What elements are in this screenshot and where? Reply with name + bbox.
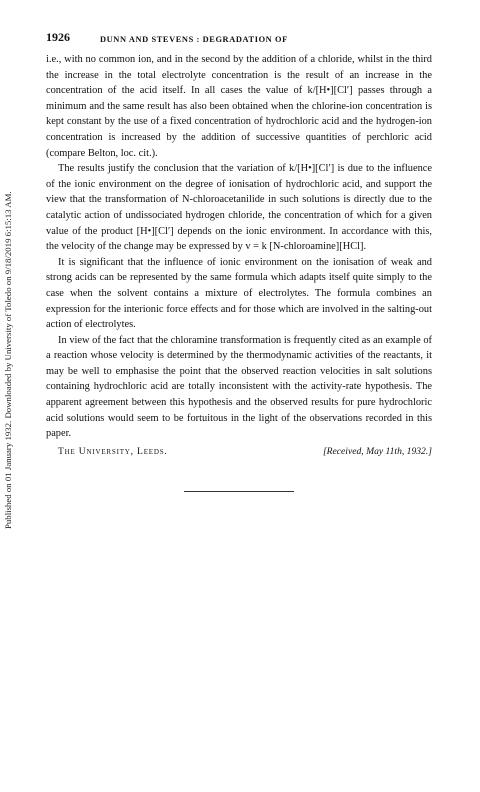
page-number: 1926	[46, 30, 70, 44]
paragraph-3: It is significant that the influence of ionic environment on the ionisation of weak and strong acids can be represented by the same formula which adapts itself quite simply to the case when the solvent contains a mixture of electrolytes. The formula combines an expression for the interionic force effects and for those which are involved in the salting-out action of electrolytes.	[46, 256, 432, 331]
affiliation: The University, Leeds.	[58, 445, 168, 457]
received-date: [Received, May 11th, 1932.]	[322, 445, 432, 457]
signature-line	[46, 444, 432, 460]
page-header	[46, 30, 432, 52]
paragraph-4: In view of the fact that the chloramine transformation is frequently cited as an example of a reaction whose velocity is determined by the thermodynamic activities of the reactants, it may be well to emphasise the point that the observed reaction velocities in salt solutions containing hydrochloric acid are totally inconsistent with the activity-rate hypothesis. The apparent agreement between this hypothesis and the observed results for pure hydrochloric acid solutions would seem to be fortuitous in the light of the observations recorded in this paper.	[46, 334, 432, 440]
paragraph-2: The results justify the conclusion that the variation of k/[H•][Cl′] is due to the influence of the ionic environment on the degree of ionisation of hydrochloric acid, and support the view that the transformation of N-chloroacetanilide in such solutions is directly due to the catalytic action of undissociated hydrogen chloride, the concentration of which for a given value of the product [H•][Cl′] depends on the ionic environment. In accordance with this, the velocity of the change may be expressed by v = k [N-chloroamine][HCl].	[46, 163, 432, 253]
publication-sidebar-note: Published on 01 January 1932. Downloaded by University of Toledo on 9/18/2019 6:15:13 AM.	[3, 191, 13, 529]
running-head: DUNN AND STEVENS : DEGRADATION OF	[100, 35, 288, 44]
paragraph-1: i.e., with no common ion, and in the second by the addition of a chloride, whilst in the third the increase in the total electrolyte concentration is the result of an increase in the concentration of the acid itself. In all cases the value of k/[H•][Cl′] passes through a minimum and the same result has also been obtained when the chlorine-ion concentration is kept constant by the use of a fixed concentration of hydrochloric acid and the hydrogen-ion concentration is increased by the addition of successive quantities of perchloric acid (compare Belton, loc. cit.).	[46, 54, 432, 159]
end-rule	[184, 491, 294, 492]
article-page	[46, 30, 432, 492]
